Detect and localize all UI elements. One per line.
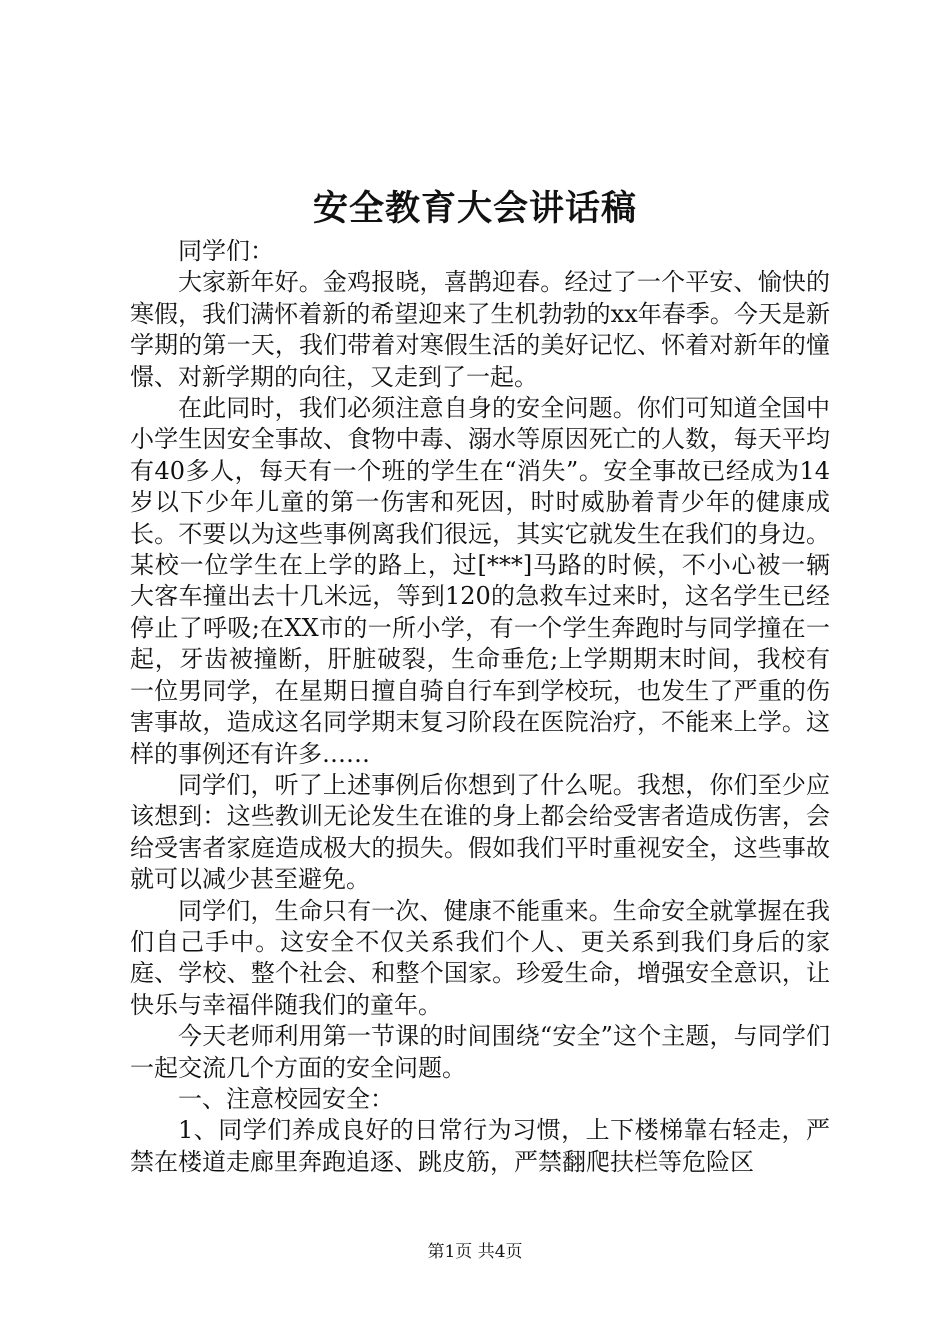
section-heading-campus-safety: 一、注意校园安全： xyxy=(178,1084,394,1113)
document-title: 安全教育大会讲话稿 xyxy=(312,188,637,229)
paragraph-safety-examples: 在此同时，我们必须注意自身的安全问题。你们可知道全国中小学生因安全事故、食物中毒、溺水等原因死亡的人数，每天平均有40多人，每天有一个班的学生在“消失”。安全事故已经成为14岁以下少年儿童的第一伤害和死因，时时威胁着青少年的健康成长。不要以为这些事例离我们很远，其实它就发生在我们的身边。某校一位学生在上学的路上，过[***]马路的时候，不小心被一辆大客车撞出去十几米远，等到120的急救车过来时，这名学生已经停止了呼吸;在XX市的一所小学，有一个学生奔跑时与同学撞在一起，牙齿被撞断，肝脏破裂，生命垂危;上学期期末时间，我校有一位男同学，在星期日擅自骑自行车到学校玩，也发生了严重的伤害事故，造成这名同学期末复习阶段在医院治疗，不能来上学。这样的事例还有许多…… xyxy=(130,394,830,768)
paragraph-new-year: 大家新年好。金鸡报晓，喜鹊迎春。经过了一个平安、愉快的寒假，我们满怀着新的希望迎来了生机勃勃的xx年春季。今天是新学期的第一天，我们带着对寒假生活的美好记忆、怀着对新年的憧憬、对新学期的向往，又走到了一起。 xyxy=(130,268,830,391)
paragraph-rule-1: 1、同学们养成良好的日常行为习惯，上下楼梯靠右轻走，严禁在楼道走廊里奔跑追逐、跳皮筋，严禁翻爬扶栏等危险区 xyxy=(130,1116,830,1176)
paragraph-cherish-life: 同学们，生命只有一次、健康不能重来。生命安全就掌握在我们自己手中。这安全不仅关系我们个人、更关系到我们身后的家庭、学校、整个社会、和整个国家。珍爱生命，增强安全意识，让快乐与幸福伴随我们的童年。 xyxy=(130,896,830,1019)
paragraph-reflection: 同学们，听了上述事例后你想到了什么呢。我想，你们至少应该想到：这些教训无论发生在谁的身上都会给受害者造成伤害，会给受害者家庭造成极大的损失。假如我们平时重视安全，这些事故就可以减少甚至避免。 xyxy=(130,770,830,894)
paragraph-topic-intro: 今天老师利用第一节课的时间围绕“安全”这个主题，与同学们一起交流几个方面的安全问题。 xyxy=(130,1022,830,1082)
paragraph-greeting: 同学们： xyxy=(178,237,274,265)
document-body xyxy=(130,236,830,1178)
page-footer: 第1页 共4页 xyxy=(427,1242,523,1262)
